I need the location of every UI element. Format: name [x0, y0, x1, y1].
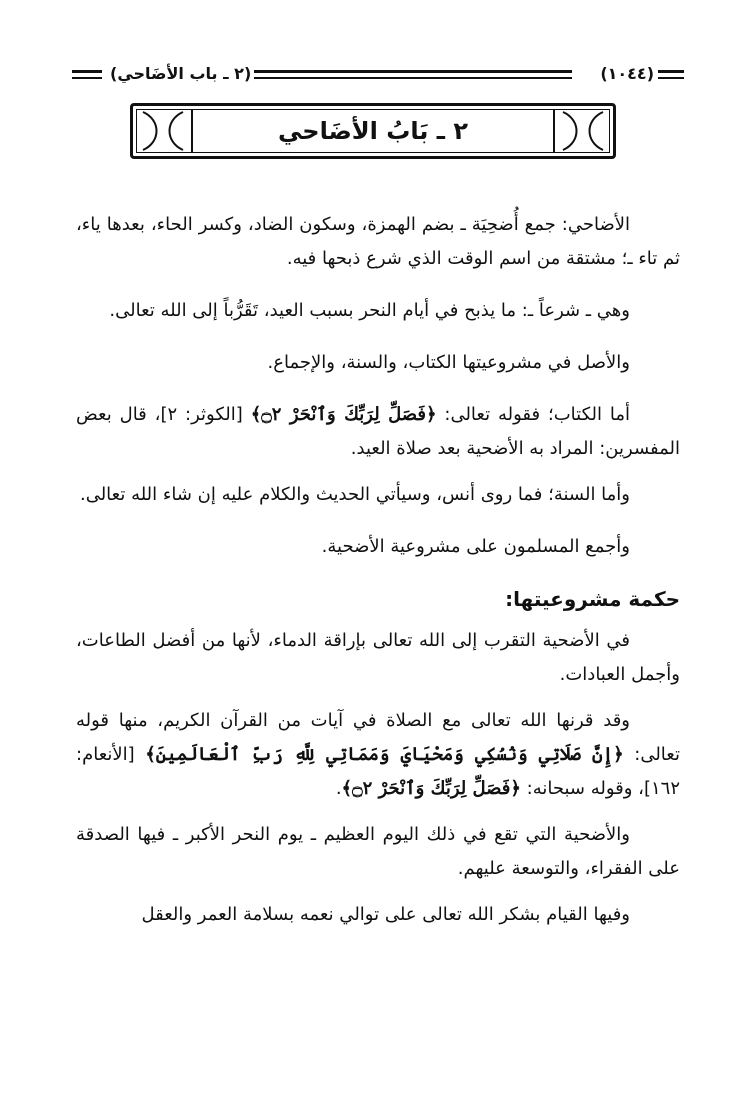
header-rule [658, 70, 684, 79]
running-header [72, 62, 684, 88]
running-chapter-title: (٢ ـ باب الأضَاحي) [110, 64, 252, 83]
quran-verse: ﴿فَصَلِّ لِرَبِّكَ وَٱنْحَرْ ۝٢﴾ [250, 404, 437, 425]
paragraph-sources: والأصل في مشروعيتها الكتاب، والسنة، والإجماع. [267, 352, 630, 373]
header-rule [72, 70, 102, 79]
paragraph-quran-evidence [76, 398, 680, 466]
quran-verse: ﴿إِنَّ صَلَاتِي وَنُسُكِي وَمَحْيَايَ وَمَمَاتِي لِلَّهِ رَبِّ ٱلْعَالَمِينَ﴾ [145, 744, 624, 765]
paragraph-charity: والأضحية التي تقع في ذلك اليوم العظيم ـ يوم النحر الأكبر ـ فيها الصدقة على الفقراء، والتوسعة عليهم. [76, 824, 680, 879]
paragraph-consensus: وأجمع المسلمون على مشروعية الأضحية. [321, 536, 630, 557]
paragraph-text: [الأنعام: ١٦٢]، وقوله سبحانه: [76, 744, 680, 799]
chapter-title: ٢ ـ بَابُ الأضَاحي [278, 117, 468, 145]
paragraph-sunnah-evidence: وأما السنة؛ فما روى أنس، وسيأتي الحديث والكلام عليه إن شاء الله تعالى. [79, 484, 630, 505]
paragraph-text: وقد قرنها الله تعالى مع الصلاة في آيات من القرآن الكريم، منها قوله تعالى: [76, 710, 680, 765]
paragraph-text: أما الكتاب؛ فقوله تعالى: [436, 404, 631, 425]
paragraph-verses [76, 704, 680, 806]
paragraph-gratitude: وفيها القيام بشكر الله تعالى على توالي نعمه بسلامة العمر والعقل [141, 904, 630, 925]
paragraph-text: . [335, 778, 342, 799]
frame-divider [191, 110, 193, 152]
paragraph-text: [الكوثر: ٢]، قال بعض المفسرين: المراد به الأضحية بعد صلاة العيد. [76, 404, 680, 459]
paragraph-wisdom: في الأضحية التقرب إلى الله تعالى بإراقة الدماء، لأنها من أفضل الطاعات، وأجمل العبادات. [76, 630, 680, 685]
corner-ornament-icon [139, 110, 187, 152]
paragraph-definition: الأضاحي: جمع أُضحِيَة ـ بضم الهمزة، وسكون الضاد، وكسر الحاء، بعدها ياء، ثم تاء ـ؛ مشتقة من اسم الوقت الذي شرع ذبحها فيه. [76, 214, 680, 269]
paragraph-sharia-meaning: وهي ـ شرعاً ـ: ما يذبح في أيام النحر بسبب العيد، تَقَرُّباً إلى الله تعالى. [109, 300, 630, 321]
quran-verse: ﴿فَصَلِّ لِرَبِّكَ وَٱنْحَرْ ۝٢﴾ [341, 778, 521, 799]
corner-ornament-icon [559, 110, 607, 152]
section-heading: حكمة مشروعيتها: [505, 587, 680, 611]
body-text [76, 208, 680, 944]
page-number: (١٠٤٤) [600, 64, 654, 83]
frame-divider [553, 110, 555, 152]
header-rule [254, 70, 572, 79]
chapter-title-frame [130, 103, 616, 159]
